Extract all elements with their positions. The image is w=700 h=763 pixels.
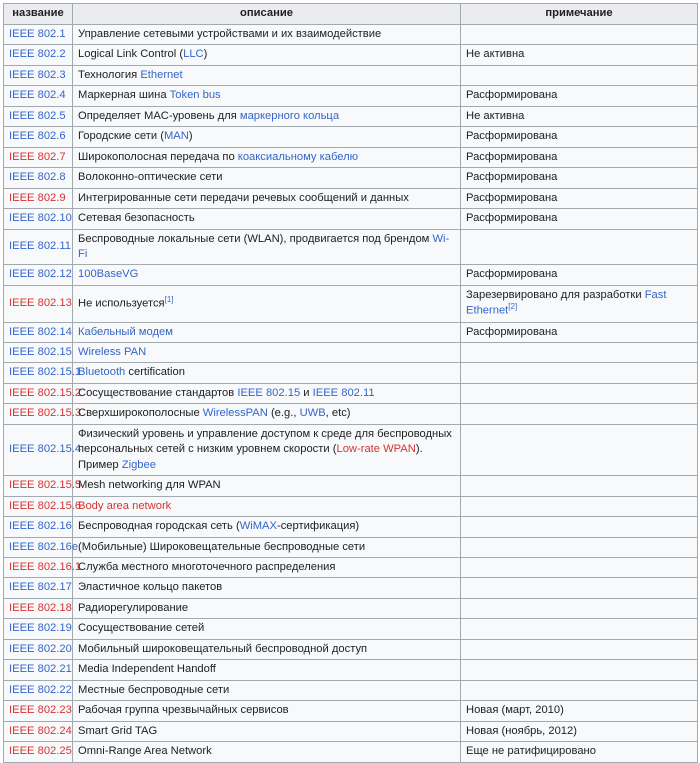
standard-name-cell — [4, 147, 73, 167]
standard-name-link[interactable]: IEEE 802.25 — [9, 745, 72, 758]
column-header-name: название — [4, 4, 73, 25]
standard-name-cell — [4, 86, 73, 106]
description-cell — [73, 188, 461, 208]
description-text: Сетевая безопасность — [78, 212, 195, 225]
description-cell — [73, 229, 461, 265]
standard-name-cell — [4, 660, 73, 680]
description-cell — [73, 342, 461, 362]
standard-name-link[interactable]: IEEE 802.16.1 — [9, 560, 82, 573]
reference-marker-link[interactable]: [1] — [164, 294, 174, 304]
table-row — [4, 701, 698, 721]
note-cell — [461, 476, 698, 496]
table-row — [4, 188, 698, 208]
standard-name-link[interactable]: IEEE 802.4 — [9, 89, 66, 102]
note-cell — [461, 537, 698, 557]
description-text: Мобильный широковещательный беспроводной доступ — [78, 642, 368, 655]
description-text-mid: и — [300, 386, 313, 399]
note-cell — [461, 342, 698, 362]
description-text: Сосуществование стандартов — [78, 386, 238, 399]
description-text: Smart Grid TAG — [78, 724, 158, 737]
description-cell — [73, 147, 461, 167]
note-cell — [461, 383, 698, 403]
description-text: (Мобильные) Широковещательные беспроводные сети — [78, 540, 366, 553]
standard-name-link[interactable]: IEEE 802.14 — [9, 325, 72, 338]
table-row — [4, 680, 698, 700]
description-cell — [73, 383, 461, 403]
note-text: Новая (ноябрь, 2012) — [466, 724, 577, 737]
description-text-mid: ). Пример — [78, 443, 423, 471]
table-row — [4, 639, 698, 659]
standard-name-link[interactable]: IEEE 802.15.3 — [9, 407, 82, 420]
standard-name-link[interactable]: IEEE 802.13 — [9, 296, 72, 309]
note-cell — [461, 496, 698, 516]
table-row — [4, 65, 698, 85]
standard-name-cell — [4, 188, 73, 208]
note-cell-disbanded — [461, 147, 698, 167]
standard-name-link[interactable]: IEEE 802.6 — [9, 130, 66, 143]
standard-name-link[interactable]: IEEE 802.15.5 — [9, 479, 82, 492]
description-text: Беспроводные локальные сети (WLAN), продвигается под брендом — [78, 232, 433, 245]
standard-name-link[interactable]: IEEE 802.12 — [9, 268, 72, 281]
description-link[interactable]: Low-rate WPAN — [336, 443, 416, 456]
standard-name-cell — [4, 496, 82, 516]
description-cell — [73, 721, 461, 741]
description-text: Media Independent Handoff — [78, 663, 216, 676]
standard-name-cell — [4, 209, 73, 229]
table-row — [4, 106, 698, 126]
description-link[interactable]: Wireless PAN — [78, 345, 147, 358]
description-link-secondary[interactable]: IEEE 802.11 — [312, 386, 375, 399]
description-text: Mesh networking для WPAN — [78, 479, 221, 492]
standard-name-link[interactable]: IEEE 802.3 — [9, 68, 66, 81]
table-row — [4, 147, 698, 167]
standard-name-link[interactable]: IEEE 802.8 — [9, 171, 66, 184]
standard-name-cell — [4, 701, 73, 721]
description-text: Сверхширокополосные — [78, 407, 203, 420]
description-text-post: ) — [188, 130, 193, 143]
description-link[interactable]: IEEE 802.15 — [237, 386, 301, 399]
table-row — [4, 127, 698, 147]
standard-name-cell — [4, 45, 73, 65]
table-row — [4, 742, 698, 762]
note-text: Расформирована — [466, 130, 558, 143]
description-text: Omni-Range Area Network — [78, 745, 212, 758]
description-cell — [73, 537, 461, 557]
description-cell — [73, 285, 461, 322]
table-row — [4, 285, 698, 322]
note-cell-disbanded — [461, 209, 698, 229]
description-text: Беспроводная городская сеть ( — [78, 520, 240, 533]
standard-name-cell — [4, 424, 82, 475]
standard-name-link[interactable]: IEEE 802.15.4 — [9, 443, 82, 456]
note-cell — [461, 45, 698, 65]
description-cell — [73, 578, 461, 598]
description-cell — [73, 65, 461, 85]
description-link-secondary[interactable]: UWB — [299, 407, 326, 420]
standard-name-cell — [4, 168, 73, 188]
reference-marker-link[interactable]: [2] — [508, 302, 518, 312]
note-cell — [461, 229, 698, 265]
note-cell — [461, 106, 698, 126]
standard-name-cell — [4, 65, 73, 85]
description-link[interactable]: маркерного кольца — [239, 109, 340, 122]
table-row — [4, 619, 698, 639]
note-cell — [461, 424, 698, 475]
description-link[interactable]: LLC — [183, 48, 204, 61]
description-text: Широкополосная передача по — [78, 150, 238, 163]
standard-name-cell — [4, 265, 73, 285]
note-text: Зарезервировано для разработки — [466, 288, 645, 301]
table-row — [4, 322, 698, 342]
description-text: Маркерная шина — [78, 89, 170, 102]
note-cell — [461, 598, 698, 618]
standard-name-cell — [4, 383, 82, 403]
description-cell — [73, 127, 461, 147]
note-text: Расформирована — [466, 212, 558, 225]
description-text: Радиорегулирование — [78, 601, 189, 614]
note-cell — [461, 285, 698, 322]
description-cell — [73, 168, 461, 188]
description-cell — [73, 660, 461, 680]
table-row — [4, 342, 698, 362]
description-cell — [73, 680, 461, 700]
column-header-description: описание — [73, 4, 461, 25]
description-text: Городские сети ( — [78, 130, 164, 143]
standard-name-link[interactable]: IEEE 802.21 — [9, 663, 72, 676]
description-cell — [73, 322, 461, 342]
standard-name-cell — [4, 404, 82, 424]
standard-name-cell — [4, 598, 73, 618]
description-cell — [73, 363, 461, 383]
note-link[interactable]: Fast Ethernet — [466, 288, 667, 318]
table-row — [4, 25, 698, 45]
standard-name-cell — [4, 322, 73, 342]
standard-name-link[interactable]: IEEE 802.18 — [9, 601, 72, 614]
standard-name-link[interactable]: IEEE 802.11 — [9, 240, 71, 253]
description-link[interactable]: WirelessPAN — [202, 407, 268, 420]
table-row — [4, 476, 698, 496]
table-row — [4, 557, 698, 577]
standard-name-link[interactable]: IEEE 802.24 — [9, 724, 72, 737]
note-cell — [461, 517, 698, 537]
standard-name-cell — [4, 537, 79, 557]
note-text: Расформирована — [466, 268, 558, 281]
standard-name-link[interactable]: IEEE 802.1 — [9, 28, 66, 40]
standard-name-cell — [4, 619, 73, 639]
standard-name-link[interactable]: IEEE 802.15.2 — [9, 386, 82, 399]
description-text-post: -сертификация) — [276, 520, 360, 533]
note-cell-disbanded — [461, 322, 698, 342]
standard-name-cell — [4, 721, 73, 741]
note-cell-disbanded — [461, 86, 698, 106]
ieee-802-standards-table — [3, 3, 698, 763]
description-cell — [73, 701, 461, 721]
note-cell — [461, 404, 698, 424]
standard-name-cell — [4, 557, 82, 577]
standard-name-cell — [4, 229, 73, 265]
standard-name-link[interactable]: IEEE 802.16e — [9, 540, 79, 553]
table-header-row — [4, 4, 698, 25]
table-row — [4, 537, 698, 557]
note-cell — [461, 557, 698, 577]
description-text: Интегрированные сети передачи речевых сообщений и данных — [78, 191, 409, 204]
note-cell-disbanded — [461, 265, 698, 285]
table-row — [4, 265, 698, 285]
standard-name-link[interactable]: IEEE 802.15 — [9, 345, 72, 358]
note-cell — [461, 65, 698, 85]
description-cell — [73, 265, 461, 285]
note-text: Еще не ратифицировано — [466, 745, 596, 758]
note-cell — [461, 721, 698, 741]
table-row — [4, 660, 698, 680]
column-header-note: примечание — [461, 4, 698, 25]
table-body — [4, 25, 698, 763]
description-text: Местные беспроводные сети — [78, 683, 230, 696]
description-cell — [73, 619, 461, 639]
standard-name-cell — [4, 742, 73, 762]
table-row — [4, 578, 698, 598]
description-text: Не используется — [78, 297, 165, 310]
note-text: Расформирована — [466, 171, 558, 184]
description-link[interactable]: Token bus — [169, 89, 221, 102]
table-row — [4, 496, 698, 516]
standard-name-link[interactable]: IEEE 802.16 — [9, 520, 72, 533]
standard-name-cell — [4, 106, 73, 126]
description-text: Logical Link Control ( — [78, 48, 184, 61]
description-cell — [73, 517, 461, 537]
description-cell — [73, 476, 461, 496]
description-text: Служба местного многоточечного распределения — [78, 560, 336, 573]
standard-name-link[interactable]: IEEE 802.20 — [9, 642, 72, 655]
description-text: Волоконно-оптические сети — [78, 171, 223, 184]
note-cell — [461, 363, 698, 383]
note-cell — [461, 742, 698, 762]
table-row — [4, 229, 698, 265]
note-cell — [461, 701, 698, 721]
description-cell — [73, 404, 461, 424]
standard-name-link[interactable]: IEEE 802.23 — [9, 704, 72, 717]
note-text: Новая (март, 2010) — [466, 704, 564, 717]
description-cell — [73, 86, 461, 106]
note-text: Расформирована — [466, 89, 558, 102]
table-row — [4, 383, 698, 403]
description-text: Технология — [78, 68, 141, 81]
standard-name-cell — [4, 578, 73, 598]
standard-name-cell — [4, 363, 82, 383]
description-cell — [73, 639, 461, 659]
description-text: Управление сетевыми устройствами и их взаимодействие — [78, 28, 382, 40]
note-text: Расформирована — [466, 150, 558, 163]
description-cell — [73, 45, 461, 65]
note-cell — [461, 25, 698, 45]
standard-name-cell — [4, 517, 73, 537]
note-cell — [461, 578, 698, 598]
description-cell — [73, 25, 461, 45]
standard-name-link[interactable]: IEEE 802.2 — [9, 48, 66, 61]
standard-name-link[interactable]: IEEE 802.19 — [9, 622, 72, 635]
standard-name-cell — [4, 285, 73, 322]
standard-name-link[interactable]: IEEE 802.22 — [9, 683, 72, 696]
description-link[interactable]: Bluetooth — [78, 366, 126, 379]
standard-name-link[interactable]: IEEE 802.5 — [9, 109, 66, 122]
description-text-post: certification — [125, 366, 185, 379]
note-text: Не активна — [466, 109, 525, 122]
note-cell — [461, 639, 698, 659]
standard-name-link[interactable]: IEEE 802.7 — [9, 150, 66, 163]
standard-name-cell — [4, 680, 73, 700]
table-row — [4, 86, 698, 106]
table-row — [4, 363, 698, 383]
description-link[interactable]: Кабельный модем — [78, 325, 173, 338]
standard-name-link[interactable]: IEEE 802.9 — [9, 191, 66, 204]
standard-name-link[interactable]: IEEE 802.10 — [9, 212, 72, 225]
note-text: Расформирована — [466, 325, 558, 338]
description-link[interactable]: MAN — [163, 130, 189, 143]
note-cell — [461, 619, 698, 639]
table-row — [4, 209, 698, 229]
description-cell — [73, 106, 461, 126]
standard-name-cell — [4, 25, 73, 45]
description-cell — [73, 209, 461, 229]
description-text: Сосуществование сетей — [78, 622, 205, 635]
standard-name-link[interactable]: IEEE 802.15.6 — [9, 499, 82, 512]
table-row — [4, 598, 698, 618]
description-link[interactable]: Ethernet — [140, 68, 183, 81]
description-link[interactable]: коаксиальному кабелю — [237, 150, 359, 163]
reference-marker[interactable] — [508, 302, 517, 311]
description-text-post: , etc) — [325, 407, 351, 420]
description-text-post: ) — [203, 48, 208, 61]
table-row — [4, 45, 698, 65]
description-text: Определяет MAC-уровень для — [78, 109, 240, 122]
standard-name-cell — [4, 342, 73, 362]
note-cell-disbanded — [461, 188, 698, 208]
description-text: Рабочая группа чрезвычайных сервисов — [78, 704, 289, 717]
table-row — [4, 721, 698, 741]
description-cell — [73, 742, 461, 762]
description-text: Эластичное кольцо пакетов — [78, 581, 223, 594]
description-cell — [73, 598, 461, 618]
table-row — [4, 517, 698, 537]
description-text: Физический уровень и управление доступом к среде для беспроводных персональных сетей с низким уровнем скорости ( — [78, 427, 452, 456]
description-link[interactable]: WiMAX — [239, 520, 277, 533]
standard-name-link[interactable]: IEEE 802.17 — [9, 581, 72, 594]
table-row — [4, 404, 698, 424]
description-link-secondary[interactable]: Zigbee — [121, 458, 156, 471]
standard-name-cell — [4, 476, 82, 496]
description-cell — [73, 557, 461, 577]
note-cell-disbanded — [461, 127, 698, 147]
table-row — [4, 168, 698, 188]
description-link[interactable]: 100BaseVG — [78, 268, 139, 281]
description-cell — [73, 496, 461, 516]
description-cell — [73, 424, 461, 475]
description-link[interactable]: Wi-Fi — [78, 232, 450, 260]
note-cell — [461, 680, 698, 700]
note-cell — [461, 660, 698, 680]
description-link[interactable]: Body area network — [78, 499, 172, 512]
description-text-mid: (e.g., — [267, 407, 300, 420]
reference-marker[interactable] — [165, 295, 174, 304]
standard-name-cell — [4, 639, 73, 659]
table-row — [4, 424, 698, 475]
note-text: Не активна — [466, 48, 525, 61]
standard-name-link[interactable]: IEEE 802.15.1 — [9, 366, 82, 379]
note-text: Расформирована — [466, 191, 558, 204]
standard-name-cell — [4, 127, 73, 147]
note-cell-disbanded — [461, 168, 698, 188]
